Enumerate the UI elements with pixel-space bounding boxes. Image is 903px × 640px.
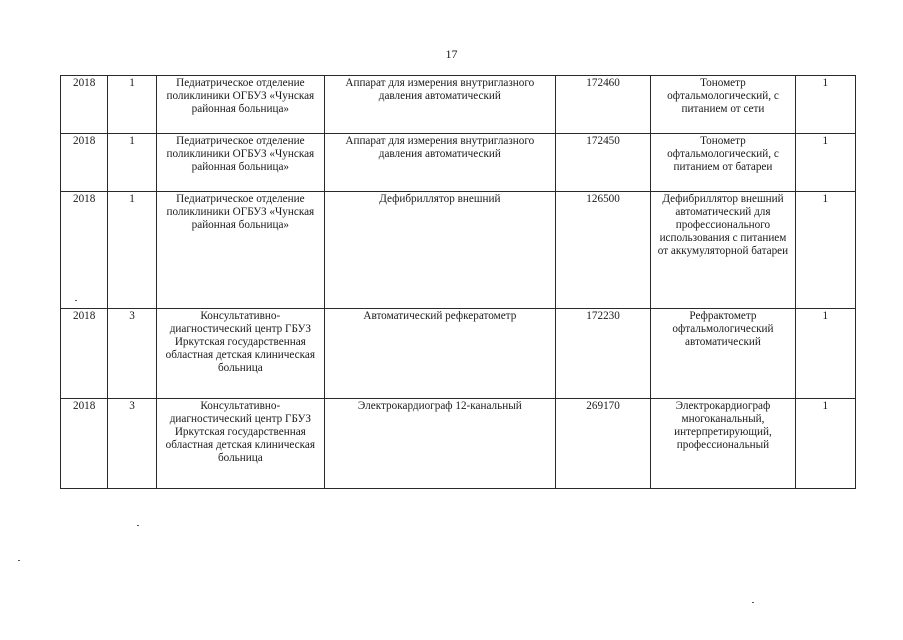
cell-qty: 1	[795, 309, 856, 399]
table-row	[61, 76, 856, 134]
scan-speck	[137, 525, 139, 526]
scan-speck	[18, 560, 20, 561]
cell-type: Электрокардиограф многоканальный, интерпретирующий, профессиональный	[651, 399, 795, 489]
cell-qty: 1	[795, 76, 856, 134]
scan-speck	[75, 300, 77, 301]
cell-org: Педиатрическое отделение поликлиники ОГБУЗ «Чунская районная больница»	[156, 192, 324, 309]
cell-org: Консультативно-диагностический центр ГБУЗ Иркутская государственная областная детская клиническая больница	[156, 309, 324, 399]
cell-qty: 1	[795, 134, 856, 192]
cell-num: 1	[108, 76, 156, 134]
cell-type: Рефрактометр офтальмологический автоматический	[651, 309, 795, 399]
cell-type: Тонометр офтальмологический, с питанием от сети	[651, 76, 795, 134]
cell-year: 2018	[61, 134, 108, 192]
cell-equipment: Электрокардиограф 12-канальный	[324, 399, 555, 489]
cell-equipment: Автоматический рефкератометр	[324, 309, 555, 399]
table-row	[61, 309, 856, 399]
cell-qty: 1	[795, 192, 856, 309]
cell-code: 172460	[555, 76, 651, 134]
cell-num: 3	[108, 399, 156, 489]
scan-speck	[752, 602, 754, 603]
cell-year: 2018	[61, 309, 108, 399]
cell-num: 3	[108, 309, 156, 399]
cell-num: 1	[108, 192, 156, 309]
cell-code: 126500	[555, 192, 651, 309]
cell-code: 269170	[555, 399, 651, 489]
cell-year: 2018	[61, 192, 108, 309]
table-row	[61, 192, 856, 309]
cell-org: Педиатрическое отделение поликлиники ОГБУЗ «Чунская районная больница»	[156, 76, 324, 134]
cell-type: Дефибриллятор внешний автоматический для профессионального использования с питанием от аккумуляторной батареи	[651, 192, 795, 309]
cell-num: 1	[108, 134, 156, 192]
equipment-table	[60, 75, 856, 489]
cell-code: 172450	[555, 134, 651, 192]
cell-code: 172230	[555, 309, 651, 399]
cell-year: 2018	[61, 76, 108, 134]
cell-equipment: Дефибриллятор внешний	[324, 192, 555, 309]
cell-org: Консультативно-диагностический центр ГБУЗ Иркутская государственная областная детская клиническая больница	[156, 399, 324, 489]
table-row	[61, 399, 856, 489]
cell-year: 2018	[61, 399, 108, 489]
page-number: 17	[445, 47, 458, 61]
cell-equipment: Аппарат для измерения внутриглазного давления автоматический	[324, 134, 555, 192]
cell-org: Педиатрическое отделение поликлиники ОГБУЗ «Чунская районная больница»	[156, 134, 324, 192]
cell-qty: 1	[795, 399, 856, 489]
table-row	[61, 134, 856, 192]
cell-equipment: Аппарат для измерения внутриглазного давления автоматический	[324, 76, 555, 134]
cell-type: Тонометр офтальмологический, с питанием от батареи	[651, 134, 795, 192]
